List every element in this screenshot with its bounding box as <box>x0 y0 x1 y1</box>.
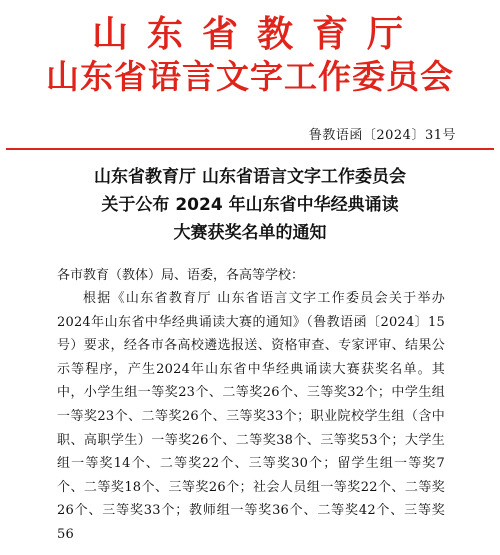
red-divider-line <box>6 148 494 150</box>
salutation: 各市教育（教体）局、语委，各高等学校： <box>57 268 305 283</box>
notice-title-line-2: 关于公布 2024 年山东省中华经典诵读 <box>101 195 399 215</box>
body-paragraph: 根据《山东省教育厅 山东省语言文字工作委员会关于举办2024年山东省中华经典诵读大赛的通知》（鲁教语函〔2024〕15号）要求，经各市各高校遴选报送、资格审查、专家评审、结果公示等程序，产生2024年山东省中华经典诵读大赛获奖名单。其中，小学生组一等奖23个、二等奖26个、三等奖32个；中学生组一等奖23个、二等奖26个、三等奖33个；职业院校学生组（含中职、高职学生）一等奖26个、二等奖38个、三等奖53个；大学生组一等奖14个、二等奖22个、三等奖30个；留学生组一等奖7个、二等奖18个、三等奖26个；社会人员组一等奖22个、二等奖26个、三等奖33个；教师组一等奖36个、二等奖42个、三等奖56 <box>57 291 445 542</box>
issuer-header-education-department: 山东省教育厅 <box>91 13 422 55</box>
document-number: 鲁教语函〔2024〕31号 <box>308 128 456 143</box>
notice-title-line-3: 大赛获奖名单的通知 <box>173 223 327 243</box>
notice-title-line-1: 山东省教育厅 山东省语言文字工作委员会 <box>94 167 406 187</box>
issuer-header-language-committee: 山东省语言文字工作委员会 <box>46 57 454 96</box>
